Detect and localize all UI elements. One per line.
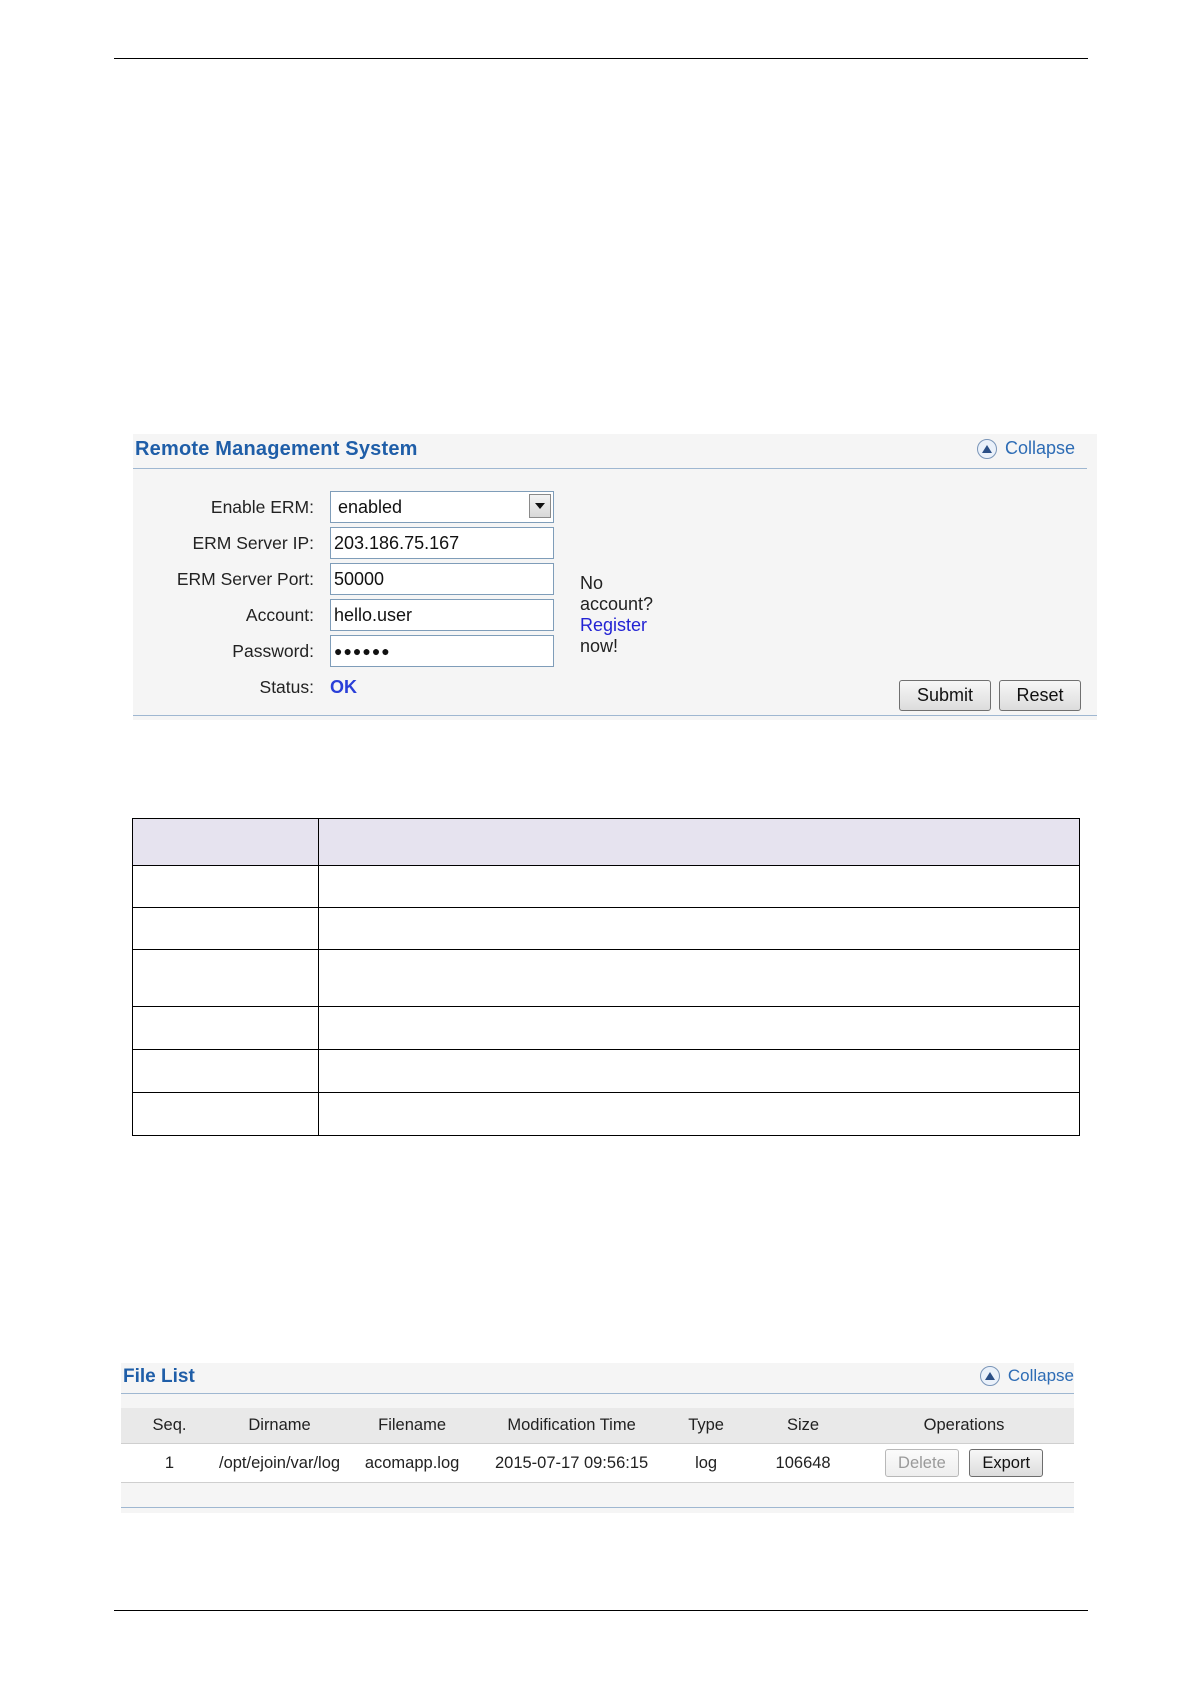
table-row [121,1444,1074,1483]
erm-server-port-field[interactable]: 50000 [330,563,554,595]
enable-erm-label: Enable ERM: [210,496,314,517]
table-cell [319,1007,1080,1050]
table-row [133,1007,1080,1050]
collapse-up-icon [977,439,997,459]
remote-management-panel [133,434,1097,720]
column-header-operations: Operations [854,1408,1074,1444]
table-row [133,866,1080,908]
account-label: Account: [245,604,314,625]
panel-title: Remote Management System [135,438,418,460]
table-cell [133,1093,319,1136]
page-footer-rule [114,1610,1088,1611]
collapse-button[interactable] [980,1366,1074,1386]
table-cell [319,1050,1080,1093]
file-table-header [121,1408,1074,1444]
table-cell [133,908,319,950]
table-row [133,908,1080,950]
register-link[interactable]: Register [580,615,648,635]
cell-dirname: /opt/ejoin/var/log [218,1444,341,1483]
column-header-filename: Filename [341,1408,483,1444]
column-header-dirname: Dirname [218,1408,341,1444]
table-cell [319,908,1080,950]
column-header-modification-time: Modification Time [483,1408,660,1444]
table-cell [133,819,319,866]
table-cell [319,819,1080,866]
column-header-seq: Seq. [121,1408,218,1444]
register-suffix: now! [580,636,619,656]
file-list-panel [121,1363,1074,1513]
submit-button[interactable]: Submit [899,680,991,711]
cell-operations [854,1444,1074,1483]
panel-title: File List [123,1366,195,1387]
table-row [133,1050,1080,1093]
table-cell [133,1050,319,1093]
table-cell [133,866,319,908]
table-cell [319,950,1080,1007]
password-field[interactable]: ●●●●●● [330,635,554,667]
collapse-up-icon [980,1366,1000,1386]
export-button[interactable]: Export [969,1449,1043,1477]
table-header-row [133,819,1080,866]
file-table [121,1408,1074,1483]
table-cell [133,950,319,1007]
cell-filename: acomapp.log [341,1444,483,1483]
page-header-rule [114,58,1088,59]
panel-bottom-border [121,1507,1074,1508]
table-row [133,1093,1080,1136]
column-header-type: Type [660,1408,752,1444]
cell-type: log [660,1444,752,1483]
password-label: Password: [232,640,314,661]
table-cell [133,1007,319,1050]
column-header-size: Size [752,1408,854,1444]
collapse-label: Collapse [1007,1366,1074,1385]
reset-button[interactable]: Reset [999,680,1081,711]
panel-header [133,434,1087,469]
table-row [133,950,1080,1007]
erm-server-ip-field[interactable]: 203.186.75.167 [330,527,554,559]
dropdown-arrow-icon[interactable] [529,494,551,518]
panel-header [121,1363,1074,1394]
cell-size: 106648 [752,1444,854,1483]
table-cell [319,1093,1080,1136]
enable-erm-value: enabled [338,496,403,517]
collapse-label: Collapse [1004,438,1075,458]
register-note [580,573,653,657]
register-prefix: No account? [580,573,654,614]
parameter-table [132,818,1080,1136]
erm-server-port-label: ERM Server Port: [176,568,314,589]
enable-erm-select[interactable] [330,491,554,523]
panel-bottom-border [133,715,1097,716]
account-field[interactable]: hello.user [330,599,554,631]
collapse-button[interactable] [977,438,1075,459]
table-cell [319,866,1080,908]
status-label: Status: [259,676,314,697]
cell-modification-time: 2015-07-17 09:56:15 [483,1444,660,1483]
erm-server-ip-label: ERM Server IP: [192,532,314,553]
delete-button[interactable]: Delete [885,1449,959,1477]
cell-seq: 1 [121,1444,218,1483]
status-value: OK [330,676,357,697]
